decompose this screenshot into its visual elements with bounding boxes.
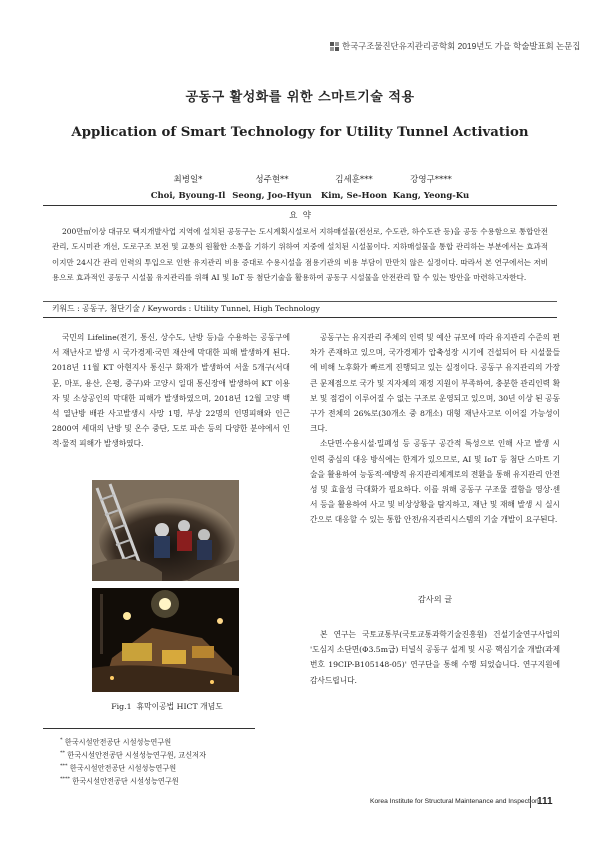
figure-photo-night-scene: [92, 588, 239, 692]
abstract-body: 200만㎡이상 대규모 택지개발사업 지역에 설치된 공동구는 도시계획시설로서 지하매설물(전선로, 수도관, 하수도관 등)을 공동 수용함으로 통합안전관리, 도시미관 개선, 도로구조 보전 및 교통의 원활한 소통을 기하기 위하여 지중에 설치된 시설물이다. 지하매설물을 통합 관리하는 부분에서는 효과적이지만 24시간 관리 인력의 투입으로 인한 유지관리 비용 증대로 수용시설을 점용기관의 비용 부담이 만만치 않은 실정이다. 따라서 본 연구에서는 저비용으로 효과적인 공동구 시설물 유지관리를 위해 AI 및 IoT 등 첨단기술을 활용하여 공동구 시설물을 안전관리 할 수 있는 방안을 마련하고자한다.: [52, 227, 548, 282]
footnote-text: 한국시설안전공단 시설성능연구원: [72, 776, 179, 786]
author-name-en: Kim, Se-Hoon: [320, 191, 388, 201]
footnote-mark: ****: [60, 776, 70, 782]
author-name-ko: 강영구****: [410, 175, 452, 185]
abstract-heading: 요 약: [289, 211, 311, 221]
body-paragraph-2: 소단면·수용시설·밀폐성 등 공동구 공간적 특성으로 인해 사고 발생 시 인력 중심의 대응 방식에는 한계가 있으므로, AI 및 IoT 등 첨단 스마트 기술을 활용하여 능동적·예방적 유지관리체계로의 전환을 통해 유지관리 안전성 및 효율성 극대화가 필요하다. 이를 위해 공동구 구조물 결함을 영상·센서 등을 활용하여 사고 및 비상상황을 탐지하고, 재난 및 재해 발생 시 실시간으로 대응할 수 있는 통합 안전/유지관리시스템의 기술 개발이 요구된다.: [310, 439, 560, 525]
footnote-text: 한국시설안전공단 시설성능연구원: [69, 763, 177, 773]
intro-paragraph: 국민의 Lifeline(전기, 통신, 상수도, 난방 등)을 수용하는 공동구에서 재난사고 발생 시 국가경제·국민 재산에 막대한 피해 발생하게 된다. 2018년 11월 KT 아현지사 통신구 화재가 발생하여 서울 5개구(서대문, 마포, 용산, 은평, 중구)와 고양시 일대 통신장애 발생하여 KT 이용자 및 소상공인의 막대한 피해가 발생하였으며, 2018년 12월 고양 백석 열난방 배관 사고발생시 사망 1명, 부상 22명의 인명피해와 인근 2800여 세대의 난방 및 온수 중단, 도로 파손 등의 다양한 분야에서 인적·물적 피해가 발생하였다.: [52, 333, 290, 449]
figure-photo-tunnel-rescue: [92, 480, 239, 581]
keywords-bottom-rule: [43, 317, 557, 318]
author-4: [371, 172, 491, 204]
running-title: 한국구조물진단유지관리공학회 2019년도 가을 학술발표회 논문집: [342, 41, 581, 51]
author-name-en: Kang, Yeong-Ku: [392, 191, 470, 201]
author-name-en: Seong, Joo-Hyun: [232, 191, 312, 201]
acknowledgment-body: 본 연구는 국토교통부(국토교통과학기술진흥원) 건설기술연구사업의 '도심지 소단면(Φ3.5m급) 터널식 공동구 설계 및 시공 핵심기술 개발(과제번호 19CIP-B105148-05)' 연구단을 통해 수행 되었습니다. 연구지원에 감사드립니다.: [310, 630, 560, 685]
keywords-top-rule: [43, 301, 557, 302]
footer-organization: Korea Institute for Structural Maintenance and Inspection: [370, 798, 539, 805]
bullet-icon: [330, 42, 339, 51]
footnote-mark: *: [60, 737, 63, 743]
author-name-ko: 최병일*: [173, 175, 203, 185]
author-name-ko: 김세훈***: [335, 175, 373, 185]
running-header: [330, 40, 581, 52]
acknowledgment-title: 감사의 글: [417, 594, 453, 604]
acknowledgment-section: [310, 627, 560, 688]
footnote-4: [60, 773, 179, 787]
body-paragraph-1: 공동구는 유지관리 주체의 인력 및 예산 규모에 따라 유지관리 수준의 편차가 존재하고 있으며, 국가경제가 압축성장 시기에 건설되어 타 시설물들에 비해 노후화가 빠르게 진행되고 있는 실정이다. 공동구 유지관리의 가장 큰 문제점으로 국가 및 지자체의 재정 지원이 부족하여, 충분한 관리인력 확보 및 점검이 이루어질 수 없는 구조로 운영되고 있으며, 30년 이상 된 공동구가 전체의 26%로(30개소 중 8개소) 대형 재난사고로 이어질 가능성이 크다.: [310, 333, 560, 434]
footnote-text: 한국시설안전공단 시설성능연구원, 교신저자: [67, 750, 207, 760]
abstract-top-rule: [43, 205, 557, 206]
footnote-rule: [43, 728, 255, 729]
footnote-mark: **: [60, 750, 65, 756]
figure-caption: Fig.1 휴막이공법 HICT 개념도: [111, 702, 223, 711]
paper-title-english: Application of Smart Technology for Utility Tunnel Activation: [71, 125, 529, 140]
footnote-mark: ***: [60, 763, 68, 769]
keywords: 키워드 : 공동구, 첨단기술 / Keywords : Utility Tunnel, High Technology: [52, 304, 320, 313]
footer-divider: [530, 796, 531, 808]
author-name-ko: 성주현**: [255, 175, 289, 185]
right-column: [310, 330, 560, 528]
paper-title-korean: 공동구 활성화를 위한 스마트기술 적용: [185, 90, 415, 105]
page-number: 111: [537, 796, 553, 807]
left-column: [52, 330, 290, 452]
author-name-en: Choi, Byoung-Il: [150, 191, 226, 201]
footnote-text: 한국시설안전공단 시설성능연구원: [64, 737, 172, 747]
